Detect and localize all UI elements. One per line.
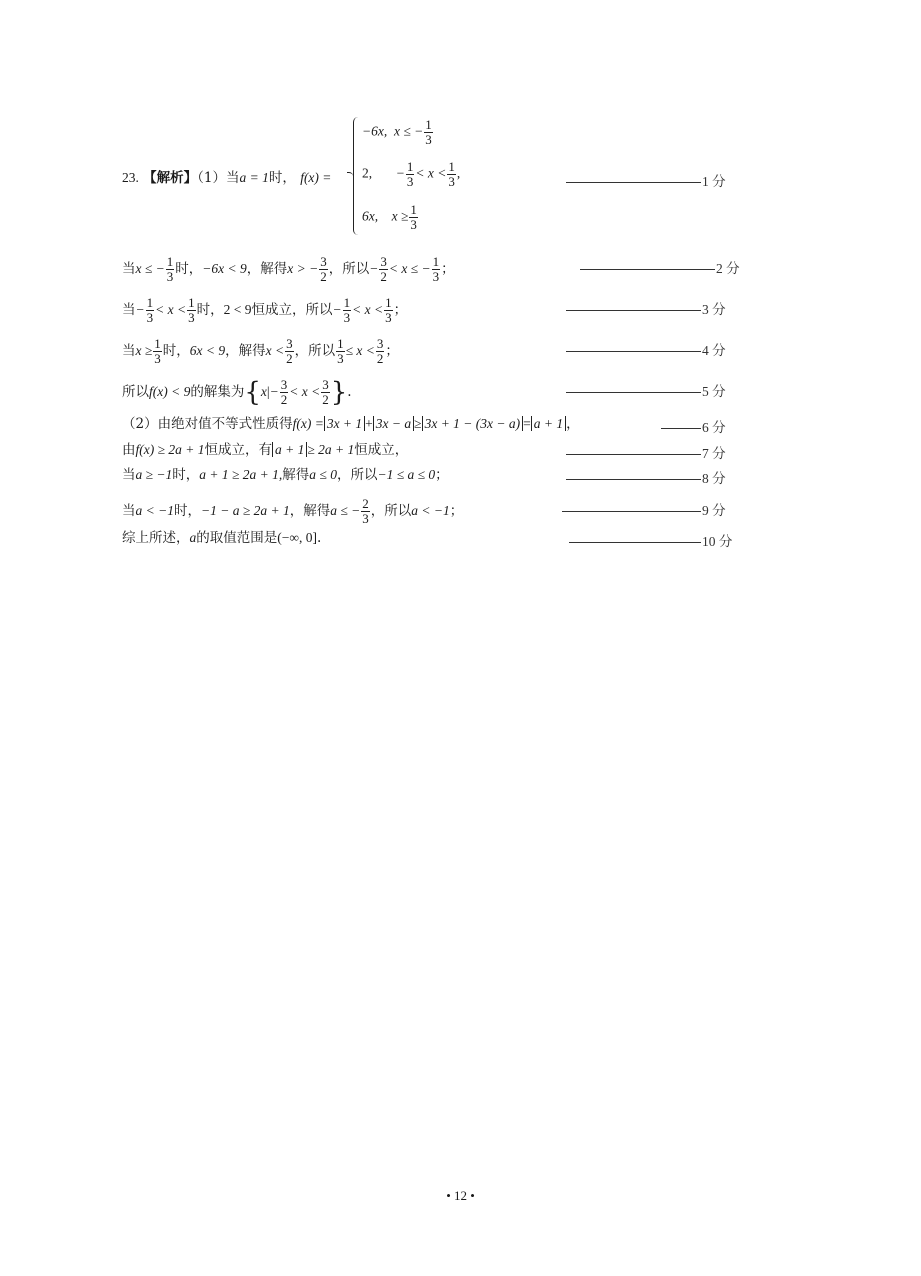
score-3: 3 分 xyxy=(566,298,726,318)
score-5: 5 分 xyxy=(566,380,726,400)
part2-case-a-ge: 当a ≥ −1时，a + 1 ≥ 2a + 1,解得a ≤ 0，所以−1 ≤ a ≤ 0； xyxy=(122,467,449,483)
fraction: $\frac{1}{3}$ xyxy=(385,295,392,325)
score-4: 4 分 xyxy=(566,339,726,359)
score-7: 7 分 xyxy=(566,442,726,462)
fraction: $\frac{1}{3}$ xyxy=(432,254,440,284)
fraction: $\frac{1}{3}$ xyxy=(146,295,154,325)
fraction: $\frac{3}{2}$ xyxy=(286,336,293,366)
fraction: $\frac{1}{3}$ xyxy=(188,295,195,325)
fraction: $\frac{3}{2}$ xyxy=(380,254,387,284)
fraction: $\frac{3}{2}$ xyxy=(376,336,384,366)
part2-triangle-inequality: （2）由绝对值不等式性质得f(x) = 3x + 1 + 3x − a ≥ 3x + 1 − (3x − a) = a + 1 ， xyxy=(122,416,580,432)
left-brace: { xyxy=(244,377,261,408)
case-x-le-neg-third: 当x ≤ − $\frac{1}{3}$ 时，−6x < 9，解得x > − $\frac{3}{2}$ ，所以− $\frac{3}{2}$ < x ≤ − $\frac{1}{3}$ ； xyxy=(122,254,455,284)
score-8: 8 分 xyxy=(566,467,726,487)
score-6: 6 分 xyxy=(661,416,726,436)
fraction: $\frac{1}{3}$ xyxy=(448,159,455,189)
case-middle: 当− $\frac{1}{3}$ < x < $\frac{1}{3}$ 时，2 < 9恒成立，所以− $\frac{1}{3}$ < x < $\frac{1}{3}$ ； xyxy=(122,295,408,325)
part2-condition: 由f(x) ≥ 2a + 1恒成立，有 a + 1 ≥ 2a + 1恒成立， xyxy=(122,442,409,458)
fraction: $\frac{3}{2}$ xyxy=(280,377,288,407)
right-brace: } xyxy=(330,377,348,408)
fraction: $\frac{3}{2}$ xyxy=(320,254,327,284)
fraction: $\frac{2}{3}$ xyxy=(362,496,369,526)
fraction: $\frac{1}{3}$ xyxy=(425,117,432,147)
solution-set-1: 所以f(x) < 9的解集为{x|− $\frac{3}{2}$ < x < $\frac{3}{2}$ }. xyxy=(122,377,352,408)
piece-row-3: 6x, x ≥ $\frac{1}{3}$ xyxy=(362,202,417,232)
score-1: 1 分 xyxy=(566,170,726,190)
piecewise-brace xyxy=(353,117,360,235)
part1-label: （1）当 xyxy=(197,170,240,186)
part2-case-a-lt: 当a < −1时，−1 − a ≥ 2a + 1，解得a ≤ − $\frac{2}{3}$ ，所以a < −1； xyxy=(122,496,464,526)
fraction: $\frac{1}{3}$ xyxy=(410,202,417,232)
fraction: $\frac{1}{3}$ xyxy=(343,295,351,325)
fraction: $\frac{1}{3}$ xyxy=(406,159,414,189)
page-number: • 12 • xyxy=(446,1188,475,1203)
score-10: 10 分 xyxy=(569,530,732,550)
problem-number: 23. xyxy=(122,170,139,185)
fraction: $\frac{3}{2}$ xyxy=(322,377,329,407)
case-x-ge-third: 当x ≥ $\frac{1}{3}$ 时，6x < 9，解得x < $\frac{3}{2}$ ，所以 $\frac{1}{3}$ ≤ x < $\frac{3}{2}$ ； xyxy=(122,336,399,366)
fraction: $\frac{1}{3}$ xyxy=(337,336,344,366)
fraction: $\frac{1}{3}$ xyxy=(166,254,174,284)
score-9: 9 分 xyxy=(562,499,726,519)
score-2: 2 分 xyxy=(580,257,740,277)
piece-row-2: 2, − $\frac{1}{3}$ < x < $\frac{1}{3}$ , xyxy=(362,159,461,189)
function-name: f(x) = xyxy=(300,170,332,185)
solution-header: 23. 【解析】（1）当a = 1时， f(x) = xyxy=(122,170,332,186)
analysis-tag: 【解析】 xyxy=(143,170,198,186)
conclusion: 综上所述，a的取值范围是(−∞, 0]. xyxy=(122,530,322,546)
fraction: $\frac{1}{3}$ xyxy=(154,336,161,366)
piece-row-1: −6x, x ≤ − $\frac{1}{3}$ xyxy=(362,117,432,147)
